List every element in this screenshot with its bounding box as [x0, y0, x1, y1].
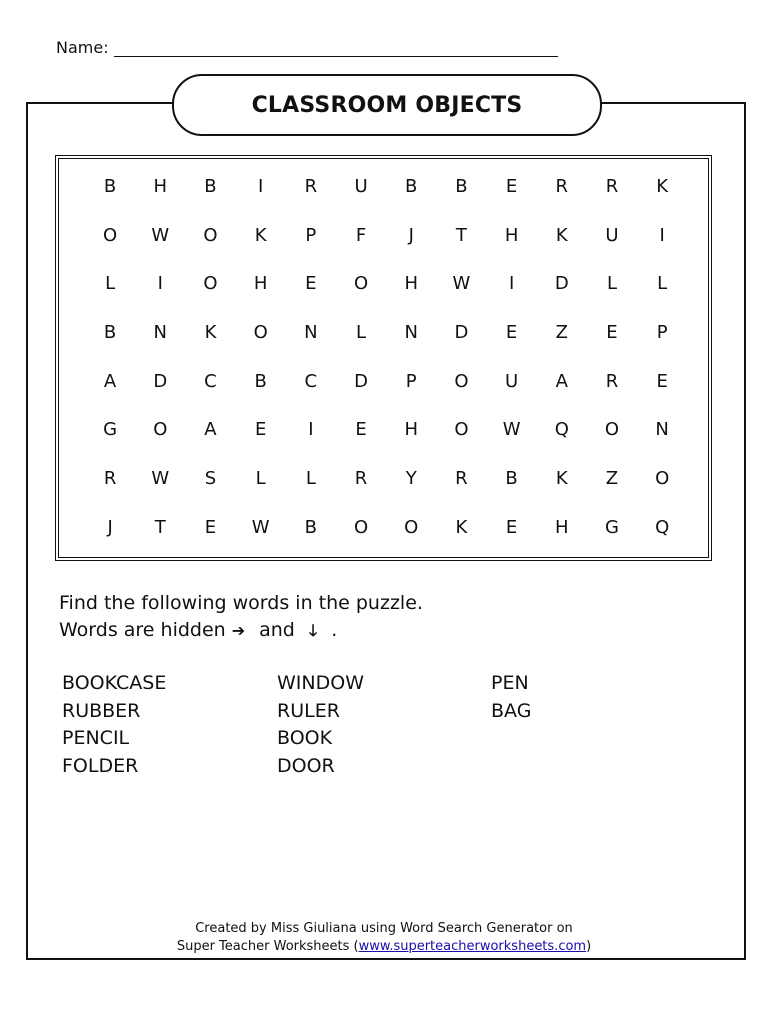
grid-letter[interactable]: H: [504, 224, 519, 246]
grid-letter[interactable]: D: [354, 370, 368, 392]
grid-letter[interactable]: B: [103, 321, 117, 343]
grid-letter[interactable]: R: [455, 467, 468, 489]
grid-letter[interactable]: N: [404, 321, 418, 343]
grid-letter[interactable]: O: [353, 273, 369, 295]
grid-letter[interactable]: D: [454, 321, 469, 343]
instructions-hidden-text: Words are hidden: [59, 619, 226, 641]
grid-letter[interactable]: H: [555, 516, 569, 538]
grid-letter[interactable]: E: [355, 419, 367, 441]
grid-letter[interactable]: U: [605, 224, 619, 246]
grid-letter[interactable]: L: [606, 273, 617, 295]
grid-letter[interactable]: Z: [555, 321, 568, 343]
grid-letter[interactable]: I: [308, 419, 314, 441]
grid-letter[interactable]: O: [153, 419, 168, 441]
grid-letter[interactable]: B: [405, 175, 418, 197]
grid-letter[interactable]: G: [103, 419, 118, 441]
grid-letter[interactable]: N: [153, 321, 168, 343]
grid-letter[interactable]: C: [304, 370, 318, 392]
grid-letter[interactable]: H: [404, 273, 418, 295]
grid-letter[interactable]: R: [354, 467, 368, 489]
word-search-grid: [85, 162, 687, 552]
name-label: Name:: [56, 38, 109, 57]
word-list-column-3: [491, 670, 531, 725]
grid-letter[interactable]: C: [204, 370, 217, 392]
page-title: CLASSROOM OBJECTS: [251, 92, 523, 118]
grid-letter[interactable]: Y: [405, 467, 417, 489]
grid-letter[interactable]: E: [305, 273, 317, 295]
footer-prefix: Super Teacher Worksheets (: [176, 939, 359, 954]
instructions-period: .: [331, 619, 338, 641]
grid-letter[interactable]: E: [204, 516, 217, 538]
grid-letter[interactable]: T: [455, 224, 467, 246]
grid-letter[interactable]: E: [606, 321, 618, 343]
grid-letter[interactable]: S: [204, 467, 217, 489]
grid-letter[interactable]: N: [304, 321, 318, 343]
grid-letter[interactable]: H: [404, 419, 418, 441]
grid-letter[interactable]: B: [254, 370, 267, 392]
grid-letter[interactable]: R: [605, 175, 619, 197]
word-list-column-1: [62, 670, 166, 780]
grid-letter[interactable]: O: [404, 516, 419, 538]
grid-letter[interactable]: E: [656, 370, 668, 392]
grid-letter[interactable]: L: [356, 321, 367, 343]
grid-letter[interactable]: O: [203, 224, 218, 246]
grid-letter[interactable]: Q: [655, 516, 670, 538]
grid-letter[interactable]: D: [554, 273, 569, 295]
word-list-item: RULER: [277, 699, 340, 722]
grid-letter[interactable]: A: [103, 370, 117, 392]
grid-letter[interactable]: B: [204, 175, 217, 197]
instructions-line-1: Find the following words in the puzzle.: [59, 592, 423, 614]
grid-letter[interactable]: R: [304, 175, 318, 197]
grid-letter[interactable]: L: [105, 273, 116, 295]
footer-credit: [0, 920, 768, 956]
grid-letter[interactable]: O: [454, 419, 469, 441]
grid-letter[interactable]: W: [151, 224, 170, 246]
footer-link[interactable]: www.superteacherworksheets.com: [358, 939, 587, 954]
word-list-item: FOLDER: [62, 754, 139, 777]
arrow-right-icon: ➔: [231, 621, 246, 640]
grid-letter[interactable]: E: [505, 175, 518, 197]
instructions-and-text: and: [259, 619, 295, 641]
grid-letter[interactable]: W: [251, 516, 270, 538]
grid-letter[interactable]: I: [258, 175, 264, 197]
footer-suffix: ): [586, 939, 592, 954]
grid-letter[interactable]: I: [508, 273, 515, 295]
word-list-item: PENCIL: [62, 727, 130, 749]
word-list-item: BOOK: [277, 727, 333, 749]
grid-letter[interactable]: L: [255, 467, 266, 489]
instructions: [59, 590, 423, 644]
grid-letter[interactable]: N: [655, 419, 669, 441]
grid-letter[interactable]: R: [103, 467, 117, 489]
grid-letter[interactable]: W: [502, 419, 521, 441]
grid-letter[interactable]: E: [254, 419, 267, 441]
grid-letter[interactable]: H: [253, 273, 268, 295]
grid-letter[interactable]: A: [204, 419, 217, 441]
grid-letter[interactable]: O: [103, 224, 118, 246]
grid-letter[interactable]: O: [655, 467, 670, 489]
grid-letter[interactable]: T: [154, 516, 166, 538]
grid-letter[interactable]: W: [452, 273, 471, 295]
grid-letter[interactable]: I: [157, 273, 163, 295]
arrow-down-icon: 🡓: [308, 621, 318, 640]
title-banner: [172, 74, 602, 136]
grid-letter[interactable]: B: [455, 175, 468, 197]
grid-letter[interactable]: J: [408, 224, 414, 246]
word-list-item: WINDOW: [277, 672, 364, 694]
grid-letter[interactable]: U: [505, 370, 519, 392]
grid-letter[interactable]: D: [153, 370, 168, 392]
name-row: [56, 38, 558, 57]
grid-letter[interactable]: P: [305, 224, 317, 246]
grid-letter[interactable]: H: [153, 175, 168, 197]
grid-letter[interactable]: G: [604, 516, 619, 538]
grid-letter[interactable]: K: [555, 224, 568, 246]
grid-letter[interactable]: B: [505, 467, 518, 489]
grid-letter[interactable]: K: [555, 467, 568, 489]
grid-letter[interactable]: O: [253, 321, 268, 343]
instructions-line-2: [59, 617, 423, 644]
grid-letter[interactable]: W: [151, 467, 170, 489]
grid-letter[interactable]: R: [555, 175, 569, 197]
grid-letter[interactable]: B: [304, 516, 318, 538]
grid-letter[interactable]: B: [103, 175, 117, 197]
grid-letter[interactable]: Q: [554, 419, 569, 441]
grid-letter[interactable]: K: [254, 224, 267, 246]
grid-letter[interactable]: O: [203, 273, 218, 295]
footer-line-2: [0, 938, 768, 956]
word-list-column-2: [277, 670, 364, 780]
grid-letter[interactable]: K: [455, 516, 468, 538]
grid-letter[interactable]: K: [656, 175, 669, 197]
word-list-item: PEN: [491, 672, 529, 694]
word-list-item: RUBBER: [62, 699, 141, 722]
word-list-item: BOOKCASE: [62, 672, 167, 694]
grid-letter[interactable]: F: [355, 224, 367, 246]
grid-letter[interactable]: Z: [605, 467, 619, 489]
grid-letter[interactable]: U: [354, 175, 368, 197]
grid-letter[interactable]: O: [604, 419, 620, 441]
word-list-item: BAG: [491, 699, 532, 722]
grid-letter[interactable]: R: [605, 370, 619, 392]
grid-letter[interactable]: L: [305, 467, 316, 489]
grid-letter[interactable]: P: [405, 370, 417, 392]
grid-letter[interactable]: L: [657, 273, 668, 295]
grid-letter[interactable]: J: [107, 516, 113, 538]
grid-letter[interactable]: O: [353, 516, 369, 538]
grid-letter[interactable]: I: [659, 224, 665, 246]
footer-line-1: Created by Miss Giuliana using Word Search Generator on: [195, 921, 573, 936]
grid-letter[interactable]: O: [454, 370, 469, 392]
word-list-item: DOOR: [277, 754, 335, 777]
grid-letter[interactable]: A: [555, 370, 568, 392]
grid-letter[interactable]: E: [505, 321, 518, 343]
grid-letter[interactable]: P: [656, 321, 668, 343]
name-blank-line[interactable]: [114, 39, 558, 57]
grid-letter[interactable]: E: [505, 516, 518, 538]
grid-letter[interactable]: K: [204, 321, 217, 343]
